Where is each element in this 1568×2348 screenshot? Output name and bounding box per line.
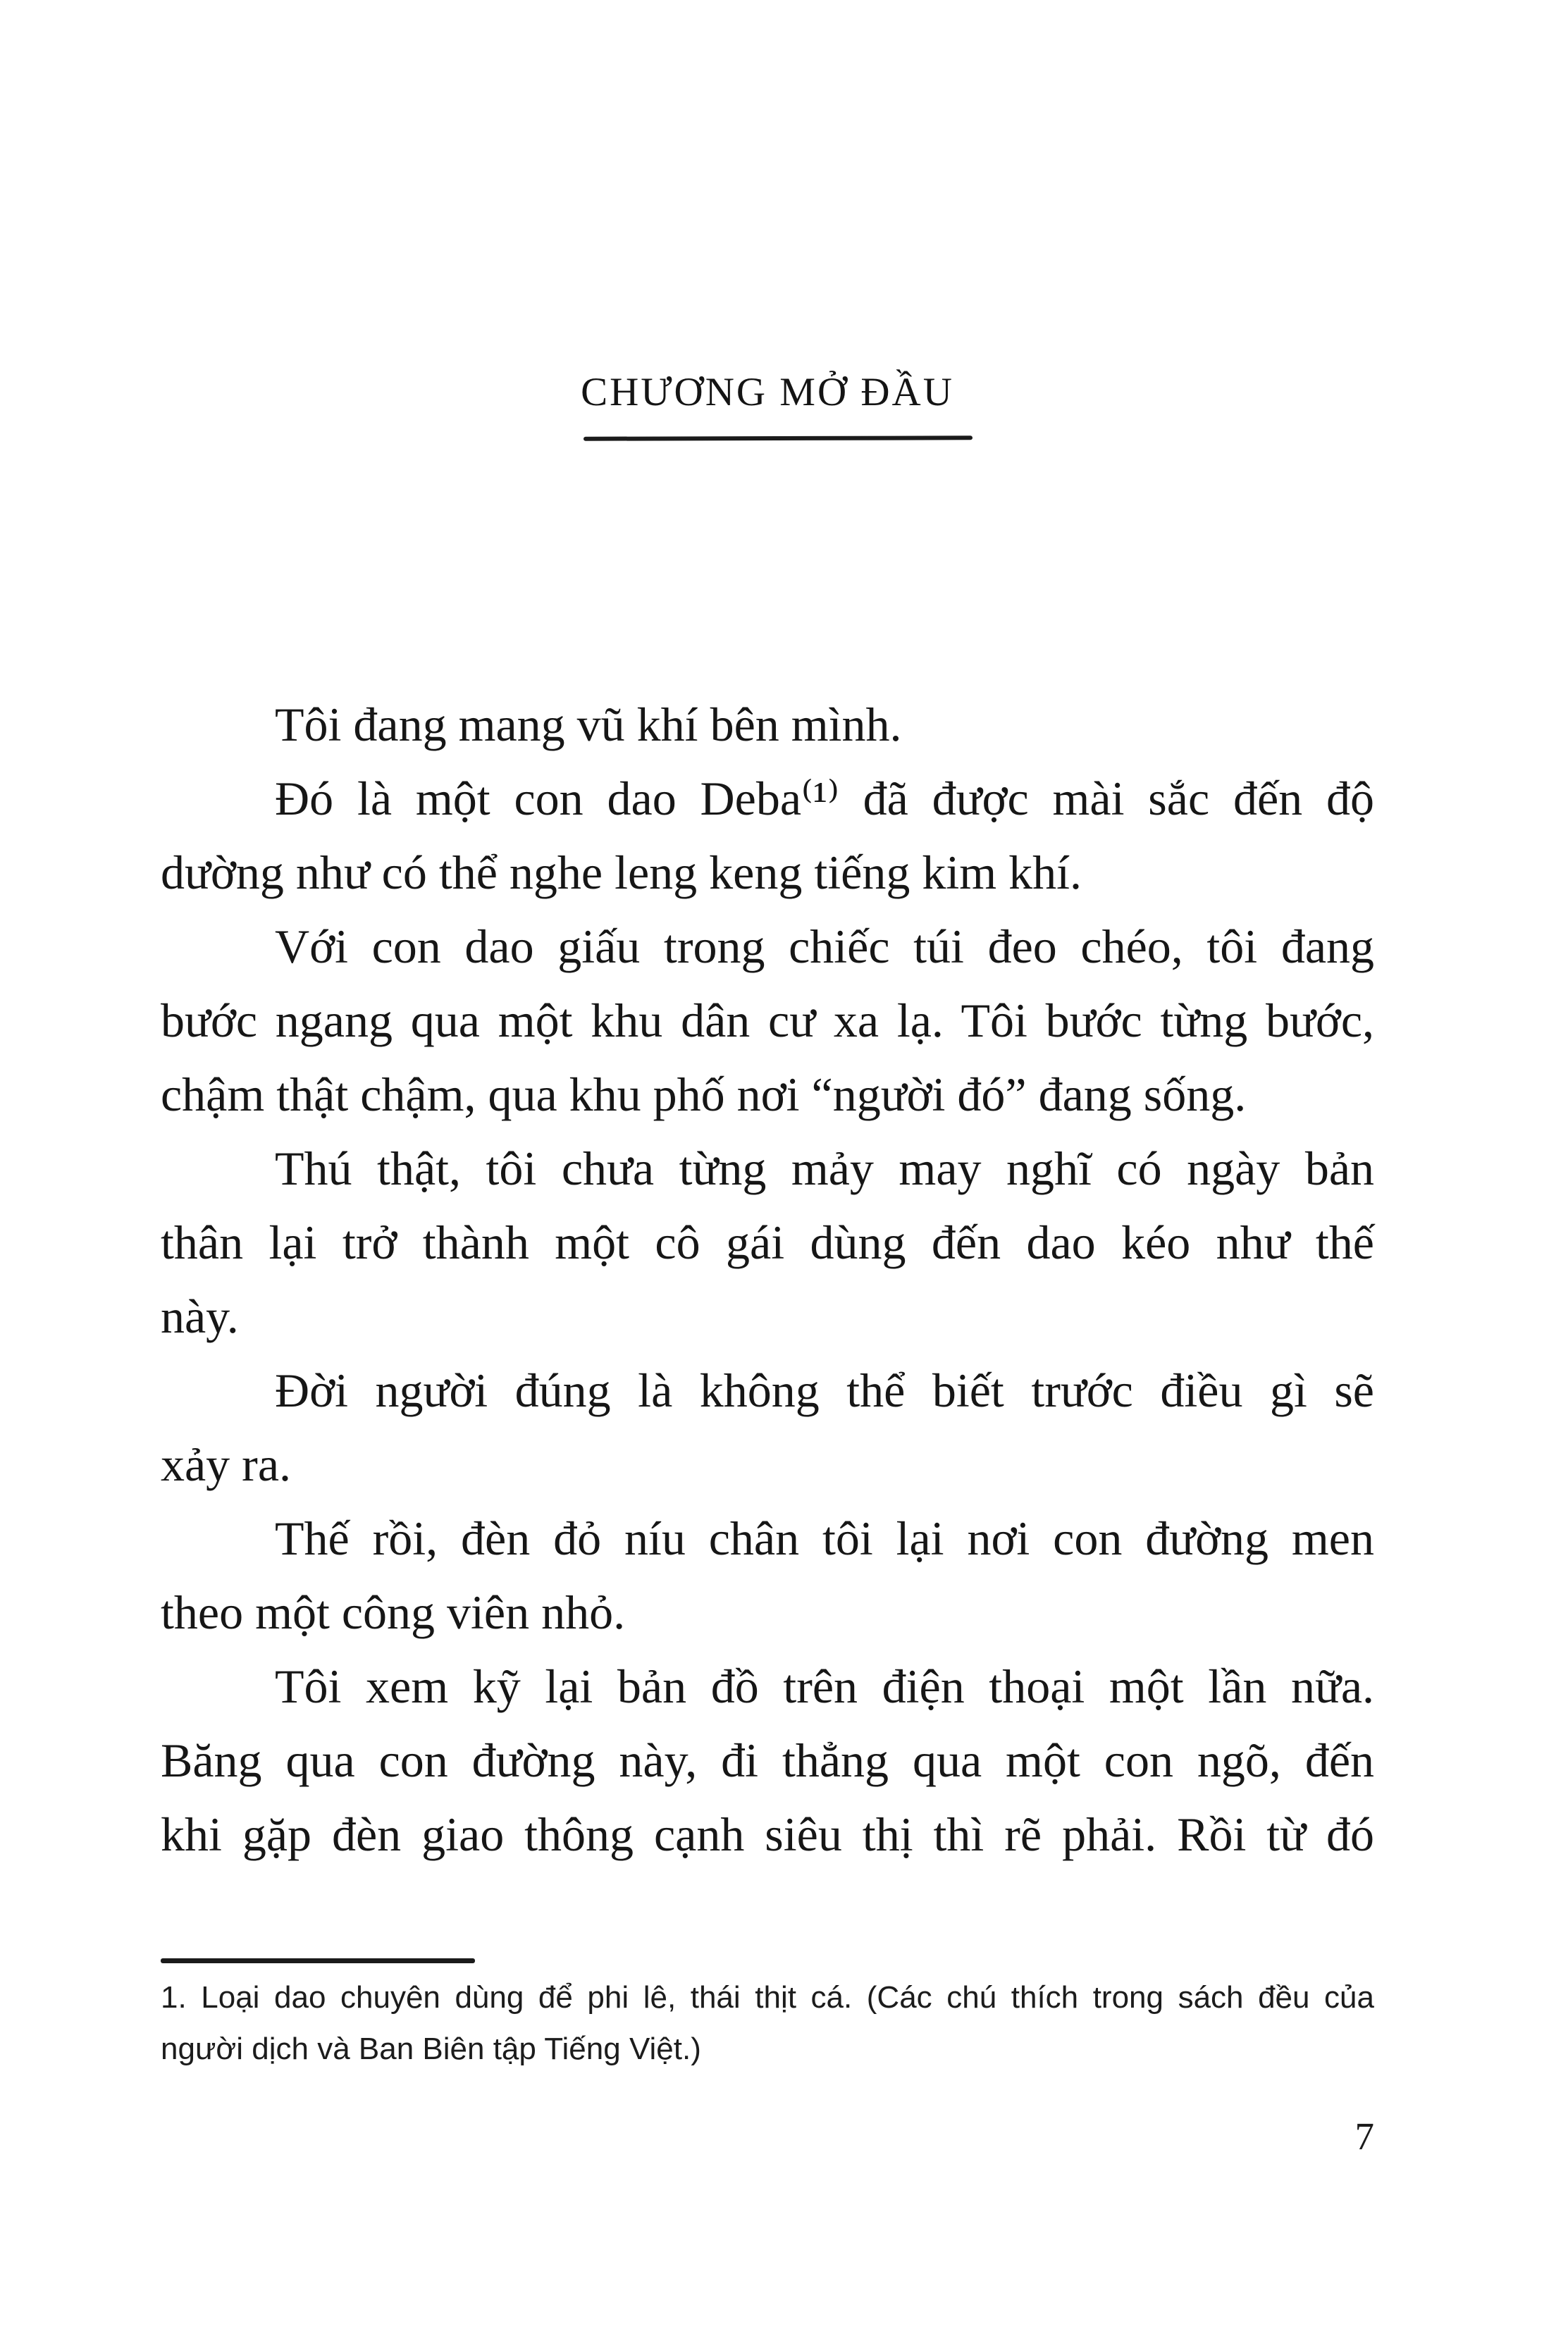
body-line: khi gặp đèn giao thông cạnh siêu thị thì rẽ phải. Rồi từ đó (161, 1808, 1374, 1861)
body-line: Với con dao giấu trong chiếc túi đeo chéo, tôi đang (275, 920, 1374, 973)
body-line: Tôi đang mang vũ khí bên mình. (275, 698, 902, 751)
body-line: thân lại trở thành một cô gái dùng đến dao kéo như thế (161, 1216, 1374, 1269)
chapter-heading: CHƯƠNG MỞ ĐẦU (581, 370, 954, 414)
footnote-line: người dịch và Ban Biên tập Tiếng Việt.) (161, 2032, 701, 2066)
body-line: Thế rồi, đèn đỏ níu chân tôi lại nơi con đường men (275, 1512, 1374, 1565)
body-line: Tôi xem kỹ lại bản đồ trên điện thoại một lần nữa. (275, 1660, 1374, 1713)
body-line: Băng qua con đường này, đi thẳng qua một con ngõ, đến (161, 1734, 1374, 1787)
page-number: 7 (1354, 2115, 1374, 2158)
body-line: chậm thật chậm, qua khu phố nơi “người đó” đang sống. (161, 1068, 1247, 1121)
footnote (161, 1972, 1374, 2075)
body-text (161, 688, 1374, 1872)
body-line: theo một công viên nhỏ. (161, 1586, 626, 1639)
footnote-separator (161, 1958, 475, 1963)
heading-underline (584, 435, 973, 440)
body-line: Đó là một con dao Deba⁽¹⁾ đã được mài sắc đến độ (275, 772, 1374, 825)
body-line: xảy ra. (161, 1438, 292, 1491)
body-line: Đời người đúng là không thể biết trước điều gì sẽ (275, 1364, 1374, 1417)
footnote-line: 1. Loại dao chuyên dùng để phi lê, thái thịt cá. (Các chú thích trong sách đều của (161, 1980, 1374, 2015)
body-line: Thú thật, tôi chưa từng mảy may nghĩ có ngày bản (275, 1142, 1374, 1195)
body-line: này. (161, 1290, 239, 1343)
body-line: bước ngang qua một khu dân cư xa lạ. Tôi bước từng bước, (161, 994, 1374, 1047)
body-line: dường như có thể nghe leng keng tiếng kim khí. (161, 846, 1082, 899)
